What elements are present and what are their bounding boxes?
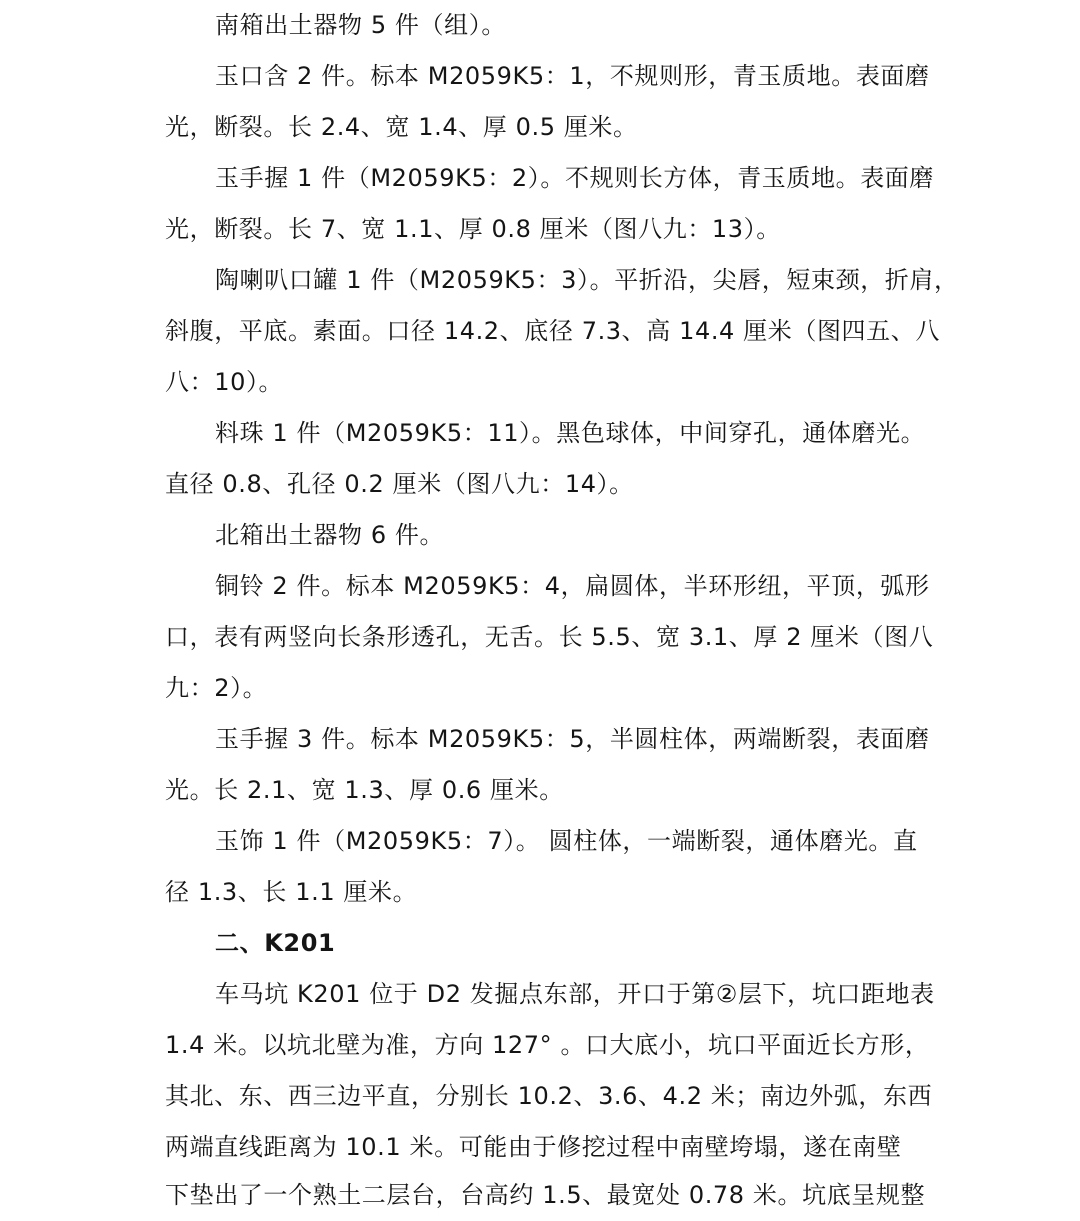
text-line: 光，断裂。长 7、宽 1.1、厚 0.8 厘米（图八九：13）。 (165, 215, 781, 243)
text-line: 直径 0.8、孔径 0.2 厘米（图八九：14）。 (165, 470, 634, 498)
text-line: 玉饰 1 件（M2059K5：7）。 圆柱体，一端断裂，通体磨光。直 (215, 827, 918, 855)
text-line: 车马坑 K201 位于 D2 发掘点东部，开口于第②层下，坑口距地表 (215, 980, 935, 1008)
text-line: 铜铃 2 件。标本 M2059K5：4，扁圆体，半环形纽，平顶，弧形 (215, 572, 930, 600)
text-line: 料珠 1 件（M2059K5：11）。黑色球体，中间穿孔，通体磨光。 (215, 419, 926, 447)
text-line: 两端直线距离为 10.1 米。可能由于修挖过程中南壁垮塌，遂在南壁 (165, 1133, 902, 1161)
text-line: 光。长 2.1、宽 1.3、厚 0.6 厘米。 (165, 776, 564, 804)
text-line: 北箱出土器物 6 件。 (215, 521, 445, 549)
text-line: 1.4 米。以坑北壁为准，方向 127° 。口大底小，坑口平面近长方形， (165, 1031, 930, 1059)
text-line: 其北、东、西三边平直，分别长 10.2、3.6、4.2 米；南边外弧，东西 (165, 1082, 933, 1110)
text-line: 玉口含 2 件。标本 M2059K5：1，不规则形，青玉质地。表面磨 (215, 62, 930, 90)
text-line: 口，表有两竖向长条形透孔，无舌。长 5.5、宽 3.1、厚 2 厘米（图八 (165, 623, 934, 651)
text-line: 光，断裂。长 2.4、宽 1.4、厚 0.5 厘米。 (165, 113, 638, 141)
text-line: 径 1.3、长 1.1 厘米。 (165, 878, 418, 906)
text-line: 南箱出土器物 5 件（组）。 (215, 11, 506, 39)
text-line: 玉手握 3 件。标本 M2059K5：5，半圆柱体，两端断裂，表面磨 (215, 725, 930, 753)
text-line: 八：10）。 (165, 368, 284, 396)
text-line: 九：2）。 (165, 674, 268, 702)
text-line: 陶喇叭口罐 1 件（M2059K5：3）。平折沿，尖唇，短束颈，折肩， (215, 266, 959, 294)
section-heading: 二、K201 (215, 929, 336, 957)
text-line: 斜腹，平底。素面。口径 14.2、底径 7.3、高 14.4 厘米（图四五、八 (165, 317, 940, 345)
text-line: 下垫出了一个熟土二层台，台高约 1.5、最宽处 0.78 米。坑底呈规整 (165, 1181, 926, 1209)
text-line: 玉手握 1 件（M2059K5：2）。不规则长方体，青玉质地。表面磨 (215, 164, 934, 192)
